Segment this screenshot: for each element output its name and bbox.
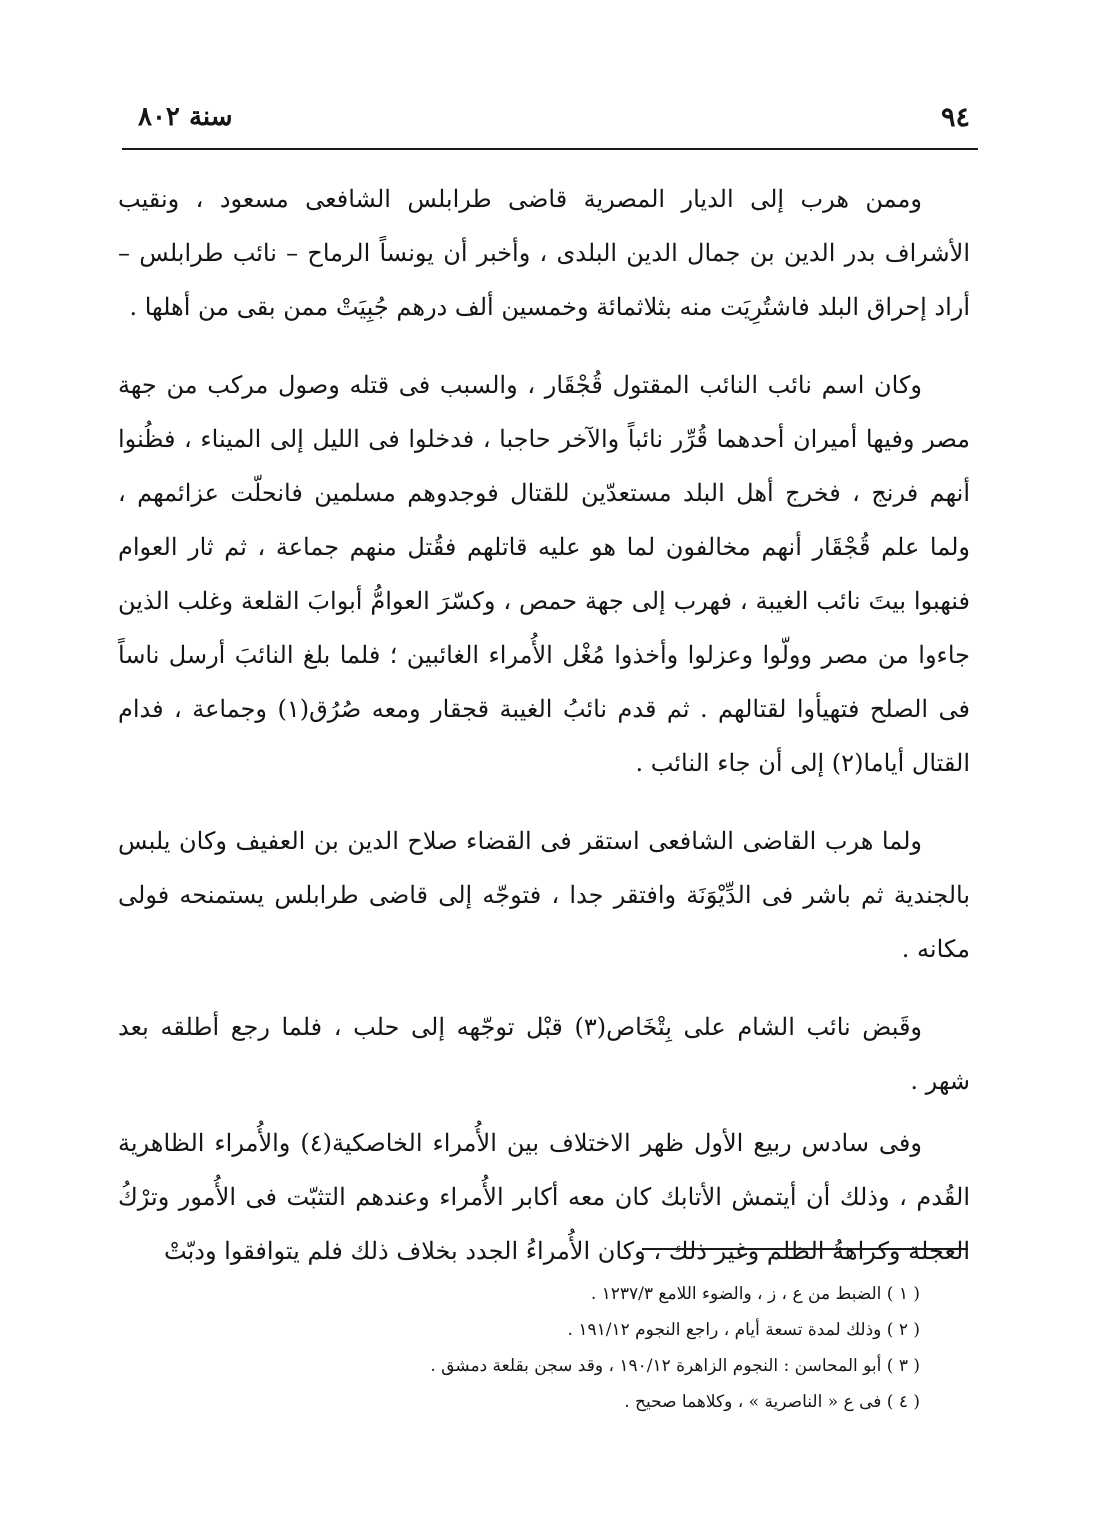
footnote-rule: [642, 1248, 968, 1250]
page-header: [120, 98, 978, 148]
footnote-4: ( ٤ ) فى ع « الناصرية » ، وكلاهما صحيح .: [624, 1392, 920, 1412]
paragraph-judge: ولما هرب القاضى الشافعى استقر فى القضاء صلاح الدين بن العفيف وكان يلبس بالجندية ثم باشر فى الدِّيْوَنَة وافتقر جدا ، فتوجّه إلى قاضى طرابلس يستمنحه فولى مكانه .: [118, 827, 970, 963]
footnote-3: ( ٣ ) أبو المحاسن : النجوم الزاهرة ١٩٠/١٢ ، وقد سجن بقلعة دمشق .: [430, 1356, 920, 1376]
paragraph-qujqar: وكان اسم نائب النائب المقتول قُجْقَار ، والسبب فى قتله وصول مركب من جهة مصر وفيها أميران أحدهما قُرِّر نائباً والآخر حاجبا ، فدخلوا فى الليل إلى الميناء ، فظُنوا أنهم فرنج ، فخرج أهل البلد مستعدّين للقتال فوجدوهم مسلمين فانحلّت عزائمهم ، ولما علم قُجْقَار أنهم مخالفون لما هو عليه قاتلهم فقُتل منهم جماعة ، ثم ثار العوام فنهبوا بيتَ نائب الغيبة ، فهرب إلى جهة حمص ، وكسّرَ العوامُّ أبوابَ القلعة وغلب الذين جاءوا من مصر وولّوا وعزلوا وأخذوا مُغْل الأُمراء الغائبين ؛ فلما بلغ النائبَ أرسل ناساً فى الصلح فتهيأوا لقتالهم . ثم قدم نائبُ الغيبة قجقار ومعه صُرُق(١) وجماعة ، فدام القتال أياما(٢) إلى أن جاء النائب .: [118, 371, 971, 777]
footnote-2: ( ٢ ) وذلك لمدة تسعة أيام ، راجع النجوم ١٩١/١٢ .: [567, 1320, 920, 1340]
footnote-1: ( ١ ) الضبط من ع ، ز ، والضوء اللامع ١٢٣٧/٣ .: [590, 1284, 920, 1304]
paragraph-arrest: وقَبض نائب الشام على بِتْخَاص(٣) قبْل توجّهه إلى حلب ، فلما رجع أطلقه بعد شهر .: [118, 1013, 970, 1095]
header-rule: [122, 148, 978, 150]
body-text: [118, 172, 970, 1302]
footnotes: [360, 1276, 920, 1420]
page-number: ٩٤: [940, 102, 970, 133]
paragraph-fugitives: وممن هرب إلى الديار المصرية قاضى طرابلس الشافعى مسعود ، ونقيب الأشراف بدر الدين بن جمال الدين البلدى ، وأخبر أن يونساً الرماح – نائب طرابلس – أراد إحراق البلد فاشتُرِيَت منه بثلاثمائة وخمسين ألف درهم جُبِيَتْ ممن بقى من أهلها .: [118, 185, 970, 321]
paragraph-emirs-dispute: وفى سادس ربيع الأول ظهر الاختلاف بين الأُمراء الخاصكية(٤) والأُمراء الظاهرية القُدم ، وذلك أن أيتمش الأتابك كان معه أكابر الأُمراء وعندهم التثبّت فى الأُمور وترْكُ العجلة وكراهةُ الظلم وغير ذلك ، وكان الأُمراءُ الجدد بخلاف ذلك فلم يتوافقوا ودبّتْ: [118, 1129, 970, 1265]
running-head-year: سنة ٨٠٢: [138, 102, 233, 132]
